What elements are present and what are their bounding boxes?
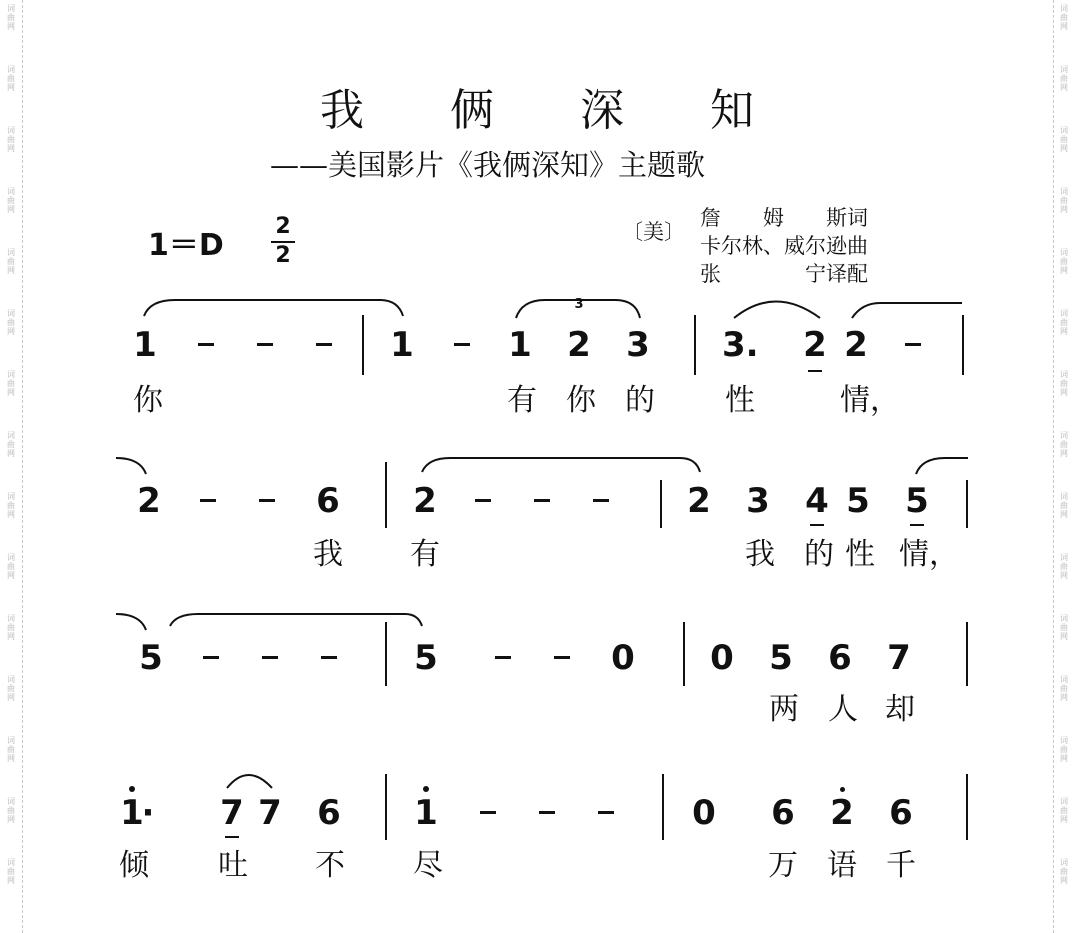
watermark-text: 词 曲 网 [7,614,15,641]
watermark-text: 词 曲 网 [7,797,15,824]
time-signature-numerator: 2 [275,214,291,239]
lyric-char: 情， [840,383,900,418]
watermark-text: 词 曲 网 [7,431,15,458]
tie [916,458,968,474]
note: 0 [692,793,716,833]
tie [734,302,820,319]
note: 2 [830,793,854,833]
watermark-text: 词 曲 网 [1060,431,1068,458]
note: 6 [771,793,795,833]
lyric-char: 你 [133,383,163,418]
watermark-text: 词 曲 网 [7,370,15,397]
watermark-text: 词 曲 网 [1060,858,1068,885]
note: 7 [220,793,244,833]
slur [144,300,403,316]
watermark-text: 词 曲 网 [1060,370,1068,397]
note: 2 [844,325,868,365]
note: 7 [258,793,282,833]
note: 6 [317,793,341,833]
note: 1 [390,325,414,365]
lyric-char: 的 [625,383,655,418]
note: 3 [626,325,650,365]
song-subtitle: ——美国影片《我俩深知》主题歌 [270,148,706,182]
watermark-text: 词 曲 网 [7,858,15,885]
watermark-text: 词 曲 网 [7,675,15,702]
note: 2 [413,481,437,521]
note: 5 [905,481,929,521]
watermark-text: 词 曲 网 [7,4,15,31]
note: 6 [889,793,913,833]
note: 2 [567,325,591,365]
watermark-text: 词 曲 网 [7,309,15,336]
lyric-char: 语 [827,848,857,883]
key-signature: 1＝D [148,228,224,263]
note: 0 [611,638,635,678]
note: 2 [137,481,161,521]
credit-lyricist: 詹 姆 斯词 [700,206,868,230]
note: 1 [414,793,438,833]
lyric-char: 千 [886,848,916,883]
slur [422,458,700,472]
lyric-char: 两 [769,692,799,727]
note: 0 [710,638,734,678]
lyric-char: 不 [315,848,345,883]
triplet-mark: 3 [574,297,584,312]
watermark-text: 词 曲 网 [7,553,15,580]
song-title: 我 俩 深 知 [320,85,790,136]
note: 1 [508,325,532,365]
watermark-text: 词 曲 网 [7,65,15,92]
credit-composer: 卡尔林、威尔逊曲 [700,234,868,258]
note: 7 [887,638,911,678]
lyric-char: 你 [566,383,596,418]
watermark-text: 词 曲 网 [7,248,15,275]
note: 2 [803,325,827,365]
note: 3. [722,325,759,365]
credit-nationality: 〔美〕 [622,220,685,244]
watermark-text: 词 曲 网 [1060,248,1068,275]
watermark-text: 词 曲 网 [1060,797,1068,824]
note: 1 [133,325,157,365]
lyric-char: 有 [507,383,537,418]
lyric-char: 尽 [413,848,443,883]
lyric-char: 情， [899,537,959,572]
watermark-text: 词 曲 网 [1060,65,1068,92]
watermark-text: 词 曲 网 [1060,736,1068,763]
watermark-text: 词 曲 网 [7,126,15,153]
note: 2 [687,481,711,521]
slur [170,614,422,626]
time-signature-denominator: 2 [275,243,291,268]
lyric-char: 倾 [119,848,149,883]
watermark-text: 词 曲 网 [7,492,15,519]
watermark-text: 词 曲 网 [1060,553,1068,580]
tie [852,303,962,318]
lyric-char: 我 [745,537,775,572]
lyric-char: 人 [828,692,858,727]
watermark-text: 词 曲 网 [1060,492,1068,519]
lyric-char: 却 [885,692,915,727]
lyric-char: 万 [768,848,798,883]
lyric-char: 性 [845,537,875,572]
triplet-slur [516,300,640,318]
watermark-text: 词 曲 网 [1060,126,1068,153]
lyric-char: 的 [804,537,834,572]
tie [116,458,146,474]
note: 5 [769,638,793,678]
watermark-text: 词 曲 网 [1060,614,1068,641]
note: 4 [805,481,829,521]
note: 6 [828,638,852,678]
note: 3 [746,481,770,521]
watermark-text: 词 曲 网 [1060,187,1068,214]
dotted-note-dot: · [141,793,155,833]
watermark-text: 词 曲 网 [7,736,15,763]
watermark-text: 词 曲 网 [1060,4,1068,31]
tie [227,775,272,788]
watermark-text: 词 曲 网 [1060,675,1068,702]
lyric-char: 我 [313,537,343,572]
note: 6 [316,481,340,521]
tie [116,614,146,630]
note: 5 [414,638,438,678]
note: 5 [846,481,870,521]
note: 5 [139,638,163,678]
credit-translator: 张 宁译配 [700,262,868,286]
watermark-text: 词 曲 网 [1060,309,1068,336]
lyric-char: 性 [725,383,755,418]
watermark-text: 词 曲 网 [7,187,15,214]
lyric-char: 有 [410,537,440,572]
note: 1 [120,793,144,833]
lyric-char: 吐 [218,848,248,883]
